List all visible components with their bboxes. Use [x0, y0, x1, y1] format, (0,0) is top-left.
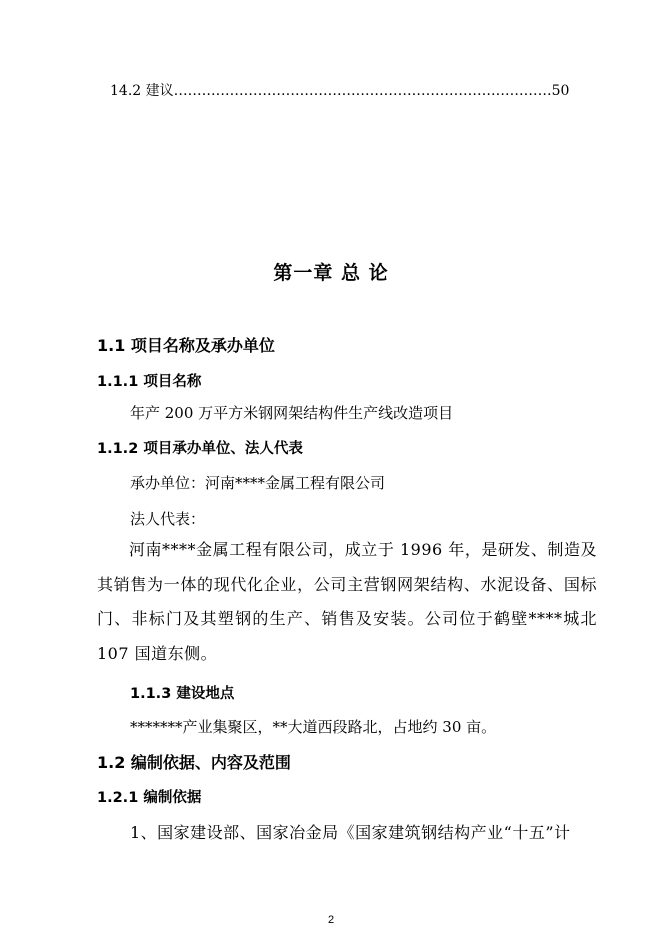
chapter-title: 第一章 总 论: [273, 262, 389, 284]
toc-entry: 14.2 建议………………………………………………………………………50: [110, 83, 570, 99]
section-heading-1-1-1: 1.1.1 项目名称: [97, 374, 202, 390]
section-heading-1-1-2: 1.1.2 项目承办单位、法人代表: [97, 441, 303, 457]
legal-rep-text: 法人代表：: [130, 510, 206, 528]
project-name-text: 年产 200 万平方米钢网架结构件生产线改造项目: [130, 404, 454, 422]
section-heading-1-2: 1.2 编制依据、内容及范围: [97, 753, 291, 772]
section-heading-1-1-3: 1.1.3 建设地点: [130, 686, 235, 702]
undertaking-unit-text: 承办单位：河南****金属工程有限公司: [130, 474, 386, 492]
basis-item-1-text: 1、国家建设部、国家冶金局《国家建筑钢结构产业“十五”计: [130, 823, 571, 842]
section-heading-1-1: 1.1 项目名称及承办单位: [97, 336, 275, 355]
construction-site-text: *******产业集聚区，**大道西段路北，占地约 30 亩。: [130, 718, 497, 736]
company-description-paragraph: 河南****金属工程有限公司，成立于 1996 年，是研发、制造及其销售为一体的现代化企业，公司主营钢网架结构、水泥设备、国标门、非标门及其塑钢的生产、销售及安装。公司位于鹤壁****城北 107 国道东侧。: [97, 540, 597, 663]
page-number: 2: [327, 914, 335, 926]
section-heading-1-2-1: 1.2.1 编制依据: [97, 790, 202, 806]
